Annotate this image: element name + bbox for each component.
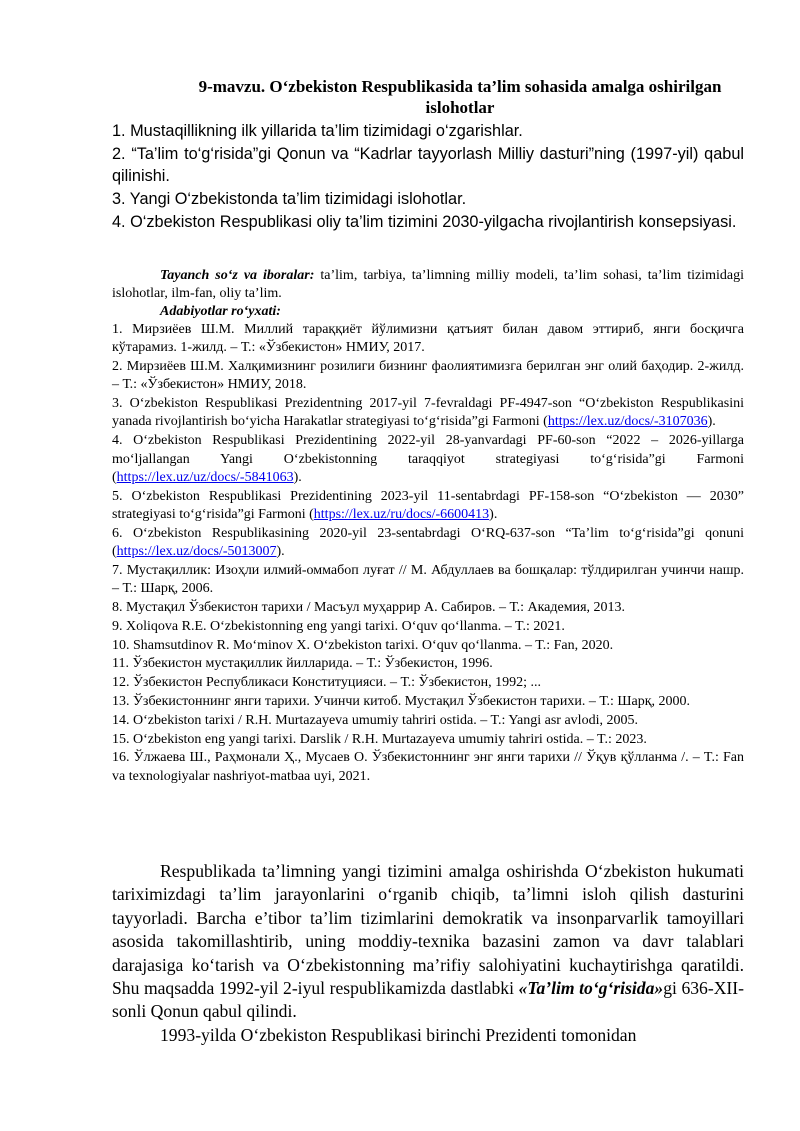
- reference-item: 4. O‘zbekiston Respublikasi Prezidentining 2022-yil 28-yanvardagi PF-60-son “2022 – 2026-yillarga mo‘ljallangan Yangi O‘zbekistonning taraqqiyot strategiyasi to‘g‘risida”gi Farmoni (https://lex.uz/uz/docs/-5841063).: [112, 433, 744, 485]
- references-heading: Adabiyotlar ro‘yxati:: [160, 304, 281, 319]
- reference-item: 7. Мустақиллик: Изоҳли илмий-оммабоп луғат // М. Абдуллаев ва бошқалар: тўлдирилган учинчи нашр. – Т.: Шарқ, 2006.: [112, 562, 744, 597]
- reference-item: 11. Ўзбекистон мустақиллик йилларида. – Т.: Ўзбекистон, 1996.: [112, 656, 493, 672]
- reference-item: 1. Мирзиёев Ш.М. Миллий тараққиёт йўлимизни қатъият билан давом эттириб, янги босқичга кўтарамиз. 1-жилд. – Т.: «Ўзбекистон» НМИУ, 2017.: [112, 322, 744, 356]
- reference-item: 2. Мирзиёев Ш.М. Халқимизнинг розилиги бизнинг фаолиятимизга берилган энг олий баҳодир. 2-жилд. – Т.: «Ўзбекистон» НМИУ, 2018.: [112, 359, 744, 393]
- topic-item: 1. Mustaqillikning ilk yillarida ta’lim tizimidagi o‘zgarishlar.: [112, 122, 523, 140]
- reference-link[interactable]: https://lex.uz/uz/docs/-5841063: [116, 469, 294, 485]
- law-title: «Ta’lim to‘g‘risida»: [518, 978, 664, 999]
- reference-item: 9. Xoliqova R.E. O‘zbekistonning eng yangi tarixi. O‘quv qo‘llanma. – T.: 2021.: [112, 618, 565, 634]
- reference-item: 14. O‘zbekiston tarixi / R.H. Murtazayeva umumiy tahriri ostida. – T.: Yangi asr avlodi, 2005.: [112, 712, 638, 728]
- reference-link[interactable]: https://lex.uz/docs/-5013007: [116, 544, 277, 560]
- page-title: [150, 76, 770, 118]
- body-paragraph: 1993-yilda O‘zbekiston Respublikasi birinchi Prezidenti tomonidan: [160, 1024, 637, 1045]
- topic-item: 2. “Ta’lim to‘g‘risida”gi Qonun va “Kadrlar tayyorlash Milliy dasturi”ning (1997-yil) qabul qilinishi.: [112, 144, 744, 185]
- body-text: [112, 860, 744, 1047]
- keywords-label: Tayanch so‘z va iboralar:: [160, 268, 315, 283]
- reference-item: 10. Shamsutdinov R. Mo‘minov X. O‘zbekiston tarixi. O‘quv qo‘llanma. – T.: Fan, 2020.: [112, 637, 614, 653]
- title-line-2: islohotlar: [425, 98, 495, 117]
- topic-item: 3. Yangi O‘zbekistonda ta’lim tizimidagi islohotlar.: [112, 189, 467, 208]
- reference-link[interactable]: https://lex.uz/ru/docs/-6600413: [313, 506, 490, 522]
- keywords-paragraph: [112, 267, 744, 303]
- body-paragraph: Respublikada ta’limning yangi tizimini amalga oshirishda O‘zbekiston hukumati tariximizdagi ta’lim jarayonlarini o‘rganib chiqib, ta’limni isloh qilish dasturini tayyorladi. Barcha e’tibor ta’lim tizimlarini demokratik va insonparvarlik tamoyillari asosida takomillashtirib, uning moddiy-texnika bazasini zamon va davr talablari darajasiga ko‘tarish va O‘zbekistonning ma’rifiy salohiyatini kuchaytirishga qaratildi. Shu maqsadda 1992-yil 2-iyul respublikamizda dastlabki «Ta’lim to‘g‘risida»gi 636-XII-sonli Qonun qabul qilindi.: [112, 861, 744, 1022]
- reference-item: 13. Ўзбекистоннинг янги тарихи. Учинчи китоб. Мустақил Ўзбекистон тарихи. – Т.: Шарқ, 2000.: [112, 693, 691, 709]
- reference-item: 6. O‘zbekiston Respublikasining 2020-yil 23-sentabrdagi O‘RQ-637-son “Ta’lim to‘g‘risida”gi qonuni (https://lex.uz/docs/-5013007).: [112, 525, 744, 560]
- keywords-text: ta’lim, tarbiya, ta’limning milliy modeli, ta’lim sohasi, ta’lim tizimidagi islohotlar, ilm-fan, oliy ta’lim.: [112, 268, 744, 301]
- topics-list: [112, 120, 744, 234]
- reference-item: 15. O‘zbekiston eng yangi tarixi. Darslik / R.H. Murtazayeva umumiy tahriri ostida. – T.: 2023.: [112, 731, 647, 747]
- references-list: [112, 321, 744, 786]
- reference-item: 5. O‘zbekiston Respublikasi Prezidentining 2023-yil 11-sentabrdagi PF-158-son “O‘zbekiston — 2030” strategiyasi to‘g‘risida”gi Farmoni (https://lex.uz/ru/docs/-6600413).: [112, 488, 744, 522]
- topic-item: 4. O‘zbekiston Respublikasi oliy ta’lim tizimini 2030-yilgacha rivojlantirish konsepsiyasi.: [112, 212, 737, 231]
- reference-item: 3. O‘zbekiston Respublikasi Prezidentning 2017-yil 7-fevraldagi PF-4947-son “O‘zbekiston Respublikasini yanada rivojlantirish bo‘yicha Harakatlar strategiyasi to‘g‘risida”gi Farmoni (https://lex.uz/docs/-3107036).: [112, 396, 744, 430]
- reference-item: 16. Ўлжаева Ш., Раҳмонали Ҳ., Мусаев О. Ўзбекистоннинг энг янги тарихи // Ўқув қўлланма /. – T.: Fan va texnologiyalar nashriyot-matbaa uyi, 2021.: [112, 750, 744, 784]
- reference-item: 12. Ўзбекистон Республикаси Конституцияси. – Т.: Ўзбекистон, 1992; ...: [112, 675, 541, 691]
- reference-item: 8. Мустақил Ўзбекистон тарихи / Масъул муҳаррир А. Сабиров. – Т.: Академия, 2013.: [112, 599, 626, 615]
- reference-link[interactable]: https://lex.uz/docs/-3107036: [547, 414, 708, 430]
- title-line-1: 9-mavzu. O‘zbekiston Respublikasida ta’lim sohasida amalga oshirilgan: [198, 77, 722, 96]
